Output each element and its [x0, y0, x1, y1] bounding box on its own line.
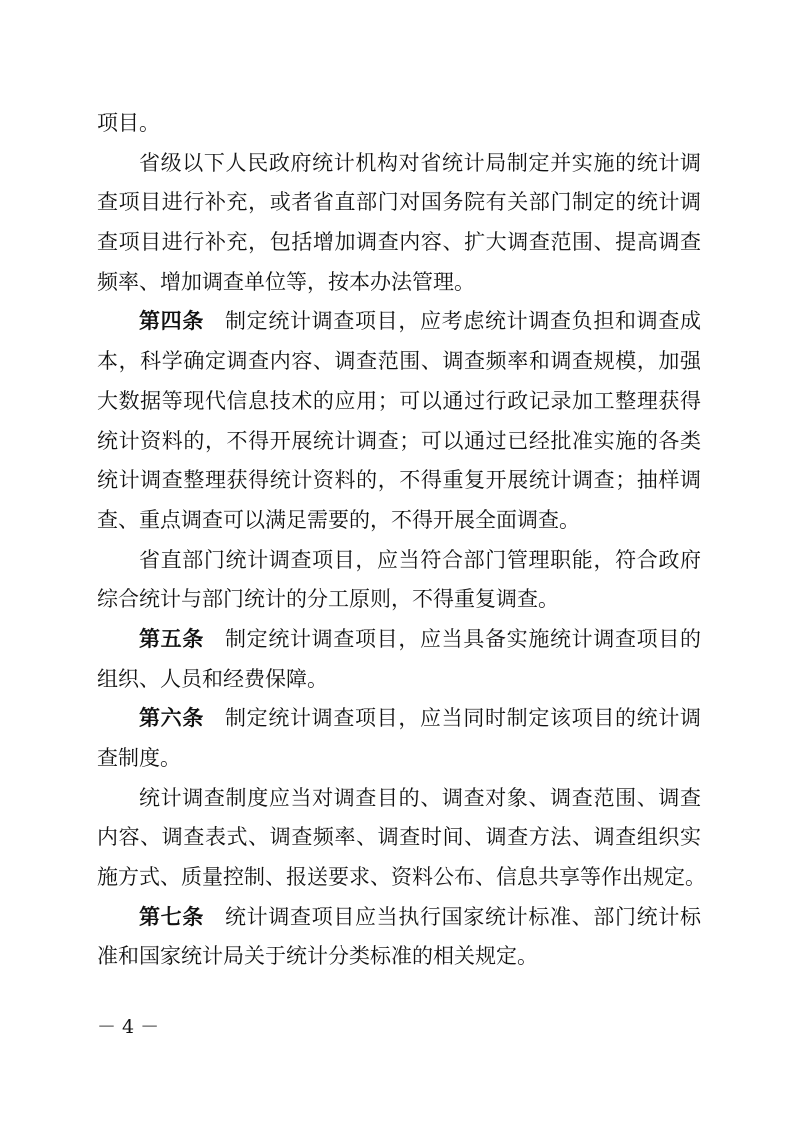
paragraph [97, 144, 701, 303]
text-line: 施方式、质量控制、报送要求、资料公布、信息共享等作出规定。 [97, 865, 706, 890]
article-6 [97, 699, 701, 778]
text-line: 查制度。 [97, 746, 181, 770]
text-line: 查项目进行补充，或者省直部门对国务院有关部门制定的统计调 [97, 190, 701, 215]
text-line: 统计调查整理获得统计资料的，不得重复开展统计调查；抽样调 [97, 468, 701, 493]
article-5 [97, 620, 701, 699]
article-7 [97, 898, 701, 977]
text-line: 综合统计与部门统计的分工原则，不得重复调查。 [97, 587, 559, 612]
text-line: 大数据等现代信息技术的应用；可以通过行政记录加工整理获得 [97, 388, 701, 413]
article-text: 制定统计调查项目，应当具备实施统计调查项目的 [225, 626, 701, 651]
article-text: 统计调查项目应当执行国家统计标准、部门统计标 [225, 904, 701, 929]
page-number: － 4 － [97, 1016, 160, 1038]
text-line [97, 898, 701, 938]
article-heading: 第七条 [139, 904, 204, 929]
text-line: 省直部门统计调查项目，应当符合部门管理职能，符合政府 [139, 547, 701, 572]
text-line: 项目。 [97, 111, 160, 135]
text-line: 省级以下人民政府统计机构对省统计局制定并实施的统计调 [139, 150, 701, 175]
article-heading: 第六条 [139, 706, 204, 731]
text-line: 准和国家统计局关于统计分类标准的相关规定。 [97, 944, 538, 969]
article-text: 制定统计调查项目，应考虑统计调查负担和调查成 [225, 309, 701, 334]
article-heading: 第五条 [139, 626, 204, 651]
text-line: 统计调查制度应当对调查目的、调查对象、调查范围、调查 [139, 785, 701, 810]
text-line: 组织、人员和经费保障。 [97, 666, 328, 691]
text-line: 统计资料的，不得开展统计调查；可以通过已经批准实施的各类 [97, 428, 701, 453]
text-line: 内容、调查表式、调查频率、调查时间、调查方法、调查组织实 [97, 825, 701, 850]
body-text [97, 104, 706, 977]
text-line [97, 620, 701, 660]
text-line: 本，科学确定调查内容、调查范围、调查频率和调查规模，加强 [97, 349, 701, 374]
paragraph [97, 779, 706, 898]
paragraph-continuation [97, 104, 701, 144]
text-line: 查、重点调查可以满足需要的，不得开展全面调查。 [97, 507, 580, 532]
article-4 [97, 302, 701, 540]
article-heading: 第四条 [139, 309, 204, 334]
paragraph [97, 541, 701, 620]
text-line: 频率、增加调查单位等，按本办法管理。 [97, 269, 475, 294]
text-line [97, 302, 701, 342]
text-line [97, 699, 701, 739]
text-line: 查项目进行补充，包括增加调查内容、扩大调查范围、提高调查 [97, 230, 701, 255]
article-text: 制定统计调查项目，应当同时制定该项目的统计调 [225, 706, 701, 731]
